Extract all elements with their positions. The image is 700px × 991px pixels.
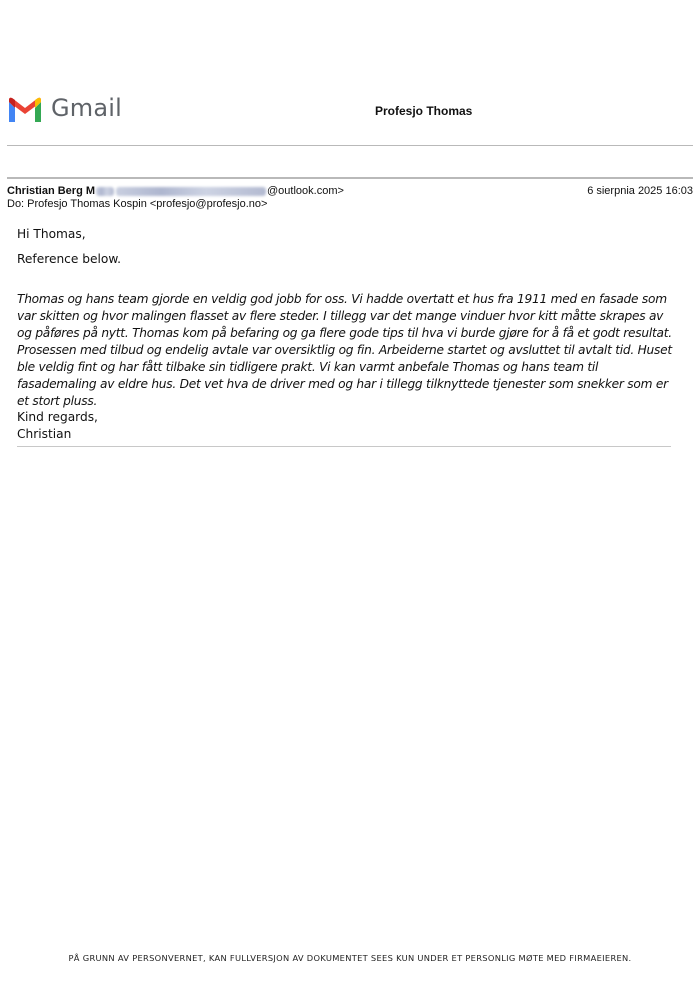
redacted-surname (96, 187, 114, 196)
header-divider (7, 145, 693, 146)
privacy-footer-note: PÅ GRUNN AV PERSONVERNET, KAN FULLVERSJON AV DOKUMENTET SEES KUN UNDER ET PERSONLIG MØTE MED FIRMAEIEREN. (68, 953, 632, 963)
message-date: 6 sierpnia 2025 16:03 (587, 185, 693, 197)
closing-text: Kind regards, (17, 410, 98, 424)
gmail-logo-text: Gmail (51, 94, 123, 122)
gmail-logo-icon (7, 96, 43, 124)
greeting: Hi Thomas, (17, 227, 86, 241)
print-header (7, 94, 693, 128)
sender-email-domain: @outlook.com> (267, 185, 344, 197)
reference-quote: Thomas og hans team gjorde en veldig god jobb for oss. Vi hadde overtatt et hus fra 1911 med en fasade som var skitten og hvor malingen flasset av flere steder. I tillegg var det mange vinduer hvor kitt måtte skrapes av og påføres på nytt. Thomas kom på befaring og ga flere gode tips til hva vi burde gjøre for å få et godt resultat. Prosessen med tilbud og endelig avtale var oversiktlig og fin. Arbeiderne startet og avsluttet til avtalt tid. Huset ble veldig fint og har fått tilbake sin tidligere prakt. Vi kan varmt anbefale Thomas og hans team til fasademaling av eldre hus. Det vet hva de driver med og har i tillegg tilknyttede tjenester som snekker som er et stort pluss. (17, 292, 672, 408)
sender-line (7, 185, 693, 198)
message-end-divider (17, 446, 671, 447)
thread-divider (7, 177, 693, 179)
signature: Christian (17, 427, 72, 441)
intro-text: Reference below. (17, 252, 122, 266)
document-title: Profesjo Thomas (375, 104, 473, 118)
redacted-email (116, 187, 266, 196)
closing-block (17, 409, 673, 443)
recipient-line: Do: Profesjo Thomas Kospin <profesjo@profesjo.no> (7, 198, 268, 210)
sender-name: Christian Berg M (7, 185, 96, 197)
